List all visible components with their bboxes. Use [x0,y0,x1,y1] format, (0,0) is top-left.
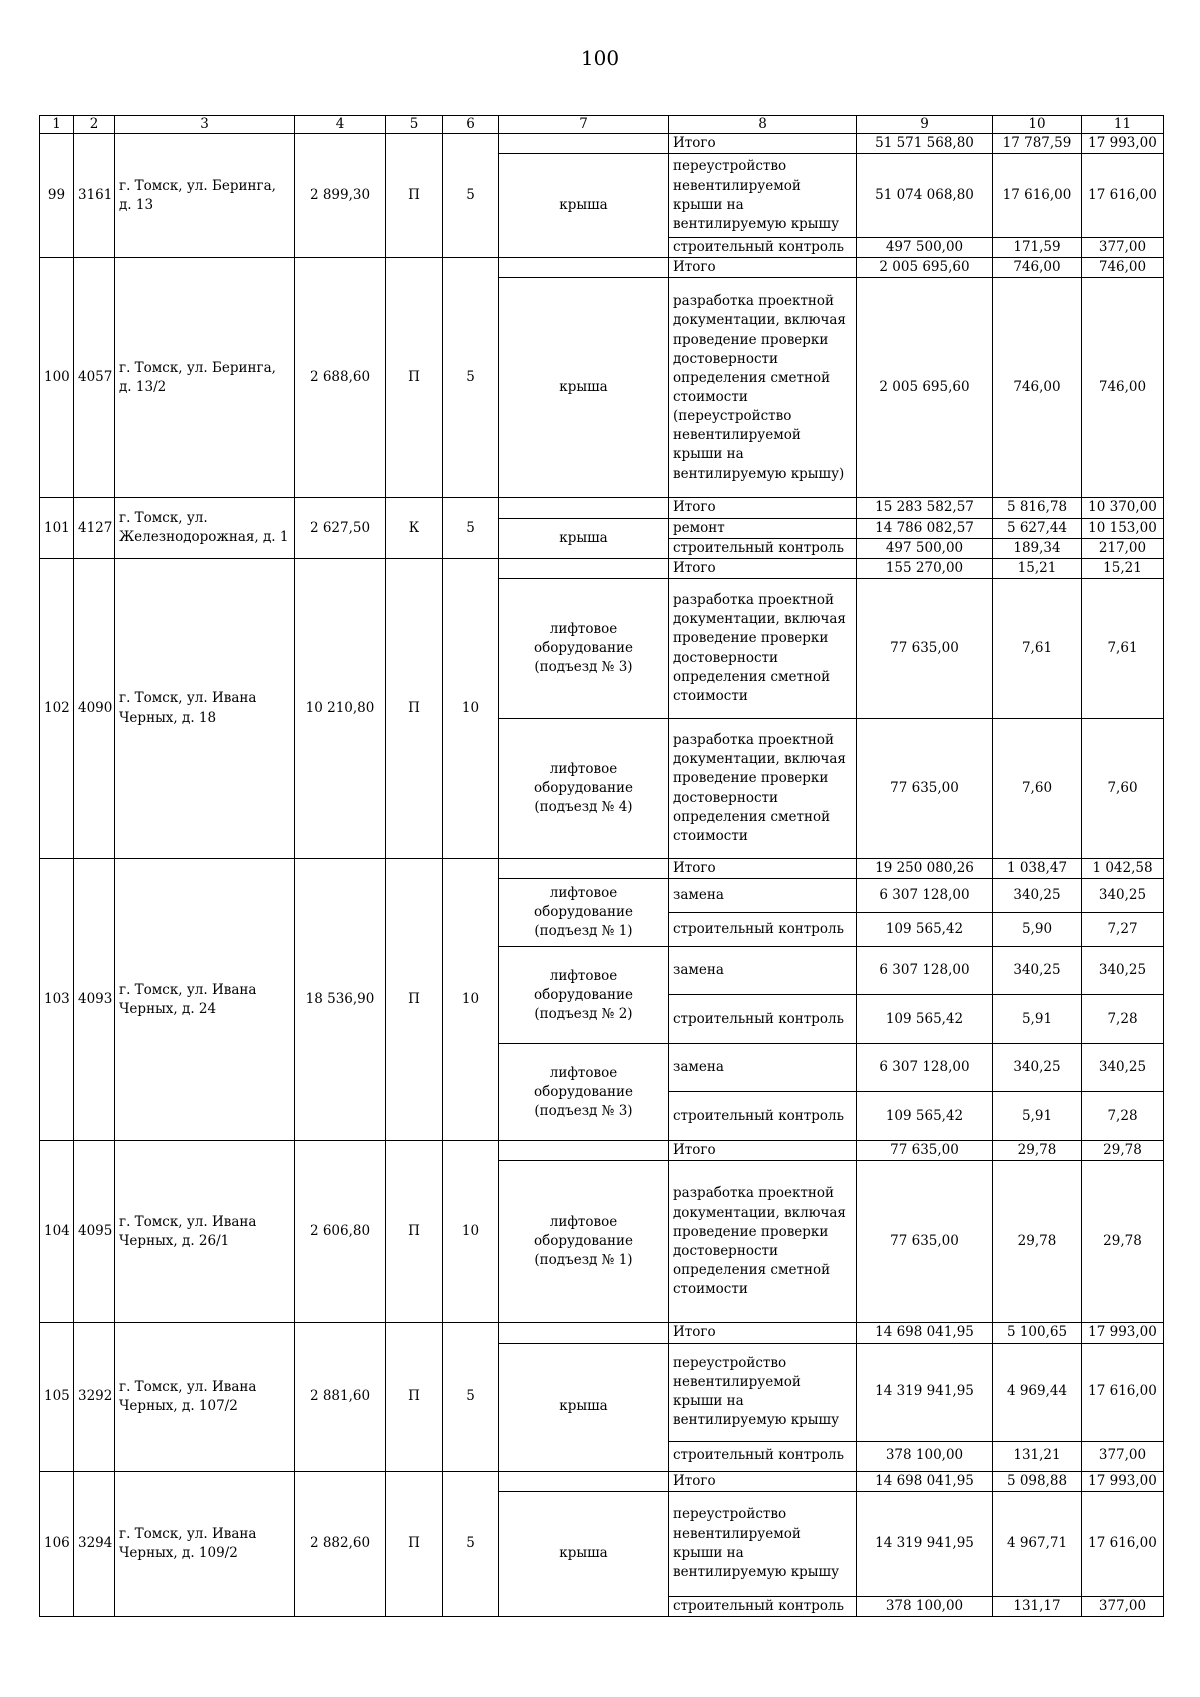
unit-cost: 5,91 [993,1092,1082,1141]
total-label: Итого [669,859,857,879]
work-cost: 378 100,00 [857,1441,993,1471]
unit-cost: 17 616,00 [993,154,1082,238]
work-cost: 51 074 068,80 [857,154,993,238]
column-header: 8 [669,116,857,134]
work-type: разработка проектной документации, включая проведение проверки достоверности определения сметной стоимости [669,579,857,719]
row-number: 106 [40,1471,74,1616]
unit-cost: 4 969,44 [993,1343,1082,1441]
limit-cost: 7,28 [1082,1092,1164,1141]
work-cost: 14 319 941,95 [857,1343,993,1441]
work-type: замена [669,1044,857,1092]
unit-cost: 340,25 [993,1044,1082,1092]
limit-cost: 746,00 [1082,278,1164,498]
wall-type: П [386,258,443,498]
work-type: разработка проектной документации, включая проведение проверки достоверности определения сметной стоимости [669,719,857,859]
total-unit-cost: 5 100,65 [993,1323,1082,1343]
table-row-total [40,558,1164,578]
table-row-total [40,134,1164,154]
house-area: 2 882,60 [295,1471,386,1616]
house-code: 4090 [74,558,115,858]
floor-count: 5 [443,1471,499,1616]
total-cost: 19 250 080,26 [857,859,993,879]
work-cost: 497 500,00 [857,238,993,258]
work-type: переустройство невентилируемой крыши на вентилируемую крышу [669,1343,857,1441]
unit-cost: 29,78 [993,1161,1082,1323]
total-cost: 14 698 041,95 [857,1471,993,1491]
work-cost: 6 307 128,00 [857,1044,993,1092]
total-limit-cost: 15,21 [1082,558,1164,578]
total-limit-cost: 1 042,58 [1082,859,1164,879]
element-empty [499,1471,669,1491]
element-empty [499,134,669,154]
house-area: 10 210,80 [295,558,386,858]
work-cost: 6 307 128,00 [857,879,993,913]
house-code: 4093 [74,859,115,1141]
total-limit-cost: 10 370,00 [1082,498,1164,518]
repair-element: крыша [499,278,669,498]
house-code: 3292 [74,1323,115,1471]
work-cost: 77 635,00 [857,719,993,859]
total-label: Итого [669,1471,857,1491]
limit-cost: 29,78 [1082,1161,1164,1323]
work-cost: 109 565,42 [857,1092,993,1141]
floor-count: 5 [443,498,499,558]
column-header: 4 [295,116,386,134]
total-label: Итого [669,498,857,518]
total-label: Итого [669,1141,857,1161]
limit-cost: 10 153,00 [1082,518,1164,538]
house-address: г. Томск, ул. Ивана Черных, д. 24 [115,859,295,1141]
element-empty [499,1141,669,1161]
total-unit-cost: 746,00 [993,258,1082,278]
table-row-total [40,258,1164,278]
floor-count: 5 [443,134,499,258]
row-number: 105 [40,1323,74,1471]
unit-cost: 340,25 [993,879,1082,913]
table-row-total [40,1471,1164,1491]
floor-count: 5 [443,258,499,498]
limit-cost: 7,27 [1082,913,1164,947]
unit-cost: 131,21 [993,1441,1082,1471]
house-address: г. Томск, ул. Ивана Черных, д. 18 [115,558,295,858]
total-unit-cost: 1 038,47 [993,859,1082,879]
table-row-total [40,498,1164,518]
total-limit-cost: 746,00 [1082,258,1164,278]
limit-cost: 377,00 [1082,238,1164,258]
unit-cost: 171,59 [993,238,1082,258]
unit-cost: 5 627,44 [993,518,1082,538]
total-cost: 15 283 582,57 [857,498,993,518]
row-number: 104 [40,1141,74,1323]
total-label: Итого [669,558,857,578]
floor-count: 10 [443,859,499,1141]
work-type: разработка проектной документации, включая проведение проверки достоверности определения сметной стоимости [669,1161,857,1323]
house-area: 2 627,50 [295,498,386,558]
column-header: 1 [40,116,74,134]
column-header: 7 [499,116,669,134]
work-cost: 77 635,00 [857,579,993,719]
repair-element: крыша [499,518,669,558]
total-label: Итого [669,258,857,278]
house-address: г. Томск, ул. Беринга, д. 13/2 [115,258,295,498]
limit-cost: 17 616,00 [1082,1491,1164,1596]
repair-element: лифтовое оборудование (подъезд № 4) [499,719,669,859]
column-header: 5 [386,116,443,134]
column-header: 9 [857,116,993,134]
element-empty [499,558,669,578]
element-empty [499,498,669,518]
repair-element: крыша [499,154,669,258]
element-empty [499,859,669,879]
floor-count: 5 [443,1323,499,1471]
unit-cost: 189,34 [993,538,1082,558]
unit-cost: 5,90 [993,913,1082,947]
house-area: 2 606,80 [295,1141,386,1323]
house-address: г. Томск, ул. Ивана Черных, д. 107/2 [115,1323,295,1471]
unit-cost: 746,00 [993,278,1082,498]
unit-cost: 5,91 [993,995,1082,1044]
limit-cost: 340,25 [1082,879,1164,913]
work-cost: 14 319 941,95 [857,1491,993,1596]
limit-cost: 377,00 [1082,1441,1164,1471]
work-cost: 77 635,00 [857,1161,993,1323]
house-code: 3161 [74,134,115,258]
table-row-total [40,1141,1164,1161]
capital-repair-table [39,115,1164,1617]
work-type: строительный контроль [669,538,857,558]
total-cost: 2 005 695,60 [857,258,993,278]
work-cost: 109 565,42 [857,913,993,947]
work-type: строительный контроль [669,1441,857,1471]
work-type: замена [669,879,857,913]
limit-cost: 7,61 [1082,579,1164,719]
repair-element: крыша [499,1491,669,1616]
house-code: 4057 [74,258,115,498]
limit-cost: 17 616,00 [1082,154,1164,238]
house-code: 4095 [74,1141,115,1323]
repair-element: лифтовое оборудование (подъезд № 1) [499,879,669,947]
wall-type: П [386,558,443,858]
repair-element: лифтовое оборудование (подъезд № 3) [499,1044,669,1141]
total-limit-cost: 29,78 [1082,1141,1164,1161]
wall-type: П [386,859,443,1141]
work-cost: 6 307 128,00 [857,947,993,995]
house-address: г. Томск, ул. Ивана Черных, д. 26/1 [115,1141,295,1323]
wall-type: П [386,1323,443,1471]
wall-type: К [386,498,443,558]
work-type: строительный контроль [669,995,857,1044]
total-label: Итого [669,134,857,154]
total-limit-cost: 17 993,00 [1082,1323,1164,1343]
house-code: 4127 [74,498,115,558]
total-unit-cost: 29,78 [993,1141,1082,1161]
row-number: 103 [40,859,74,1141]
work-type: строительный контроль [669,1596,857,1616]
house-area: 18 536,90 [295,859,386,1141]
work-cost: 378 100,00 [857,1596,993,1616]
work-type: замена [669,947,857,995]
total-limit-cost: 17 993,00 [1082,1471,1164,1491]
wall-type: П [386,1141,443,1323]
work-cost: 14 786 082,57 [857,518,993,538]
column-header: 3 [115,116,295,134]
work-type: переустройство невентилируемой крыши на вентилируемую крышу [669,154,857,238]
house-code: 3294 [74,1471,115,1616]
total-unit-cost: 5 098,88 [993,1471,1082,1491]
limit-cost: 217,00 [1082,538,1164,558]
work-type: строительный контроль [669,238,857,258]
unit-cost: 7,61 [993,579,1082,719]
row-number: 99 [40,134,74,258]
house-area: 2 881,60 [295,1323,386,1471]
floor-count: 10 [443,1141,499,1323]
work-type: строительный контроль [669,1092,857,1141]
wall-type: П [386,134,443,258]
total-limit-cost: 17 993,00 [1082,134,1164,154]
column-header: 6 [443,116,499,134]
unit-cost: 7,60 [993,719,1082,859]
work-type: строительный контроль [669,913,857,947]
table-row-total [40,859,1164,879]
column-header: 10 [993,116,1082,134]
wall-type: П [386,1471,443,1616]
floor-count: 10 [443,558,499,858]
limit-cost: 7,60 [1082,719,1164,859]
limit-cost: 7,28 [1082,995,1164,1044]
element-empty [499,1323,669,1343]
unit-cost: 131,17 [993,1596,1082,1616]
element-empty [499,258,669,278]
work-type: разработка проектной документации, включая проведение проверки достоверности определения сметной стоимости (переустройство невентилируемой крыши на вентилируемую крышу) [669,278,857,498]
total-cost: 155 270,00 [857,558,993,578]
total-unit-cost: 17 787,59 [993,134,1082,154]
total-cost: 14 698 041,95 [857,1323,993,1343]
house-address: г. Томск, ул. Беринга, д. 13 [115,134,295,258]
row-number: 102 [40,558,74,858]
unit-cost: 340,25 [993,947,1082,995]
total-unit-cost: 5 816,78 [993,498,1082,518]
total-cost: 77 635,00 [857,1141,993,1161]
work-cost: 109 565,42 [857,995,993,1044]
total-label: Итого [669,1323,857,1343]
row-number: 101 [40,498,74,558]
repair-element: лифтовое оборудование (подъезд № 2) [499,947,669,1044]
page-number: 100 [580,46,620,70]
repair-element: лифтовое оборудование (подъезд № 3) [499,579,669,719]
work-cost: 2 005 695,60 [857,278,993,498]
house-address: г. Томск, ул. Ивана Черных, д. 109/2 [115,1471,295,1616]
limit-cost: 377,00 [1082,1596,1164,1616]
work-type: переустройство невентилируемой крыши на вентилируемую крышу [669,1491,857,1596]
house-area: 2 688,60 [295,258,386,498]
table-row-total [40,1323,1164,1343]
house-area: 2 899,30 [295,134,386,258]
column-header: 11 [1082,116,1164,134]
row-number: 100 [40,258,74,498]
total-unit-cost: 15,21 [993,558,1082,578]
limit-cost: 17 616,00 [1082,1343,1164,1441]
column-header: 2 [74,116,115,134]
work-type: ремонт [669,518,857,538]
house-address: г. Томск, ул. Железнодорожная, д. 1 [115,498,295,558]
column-number-row [40,116,1164,134]
limit-cost: 340,25 [1082,1044,1164,1092]
limit-cost: 340,25 [1082,947,1164,995]
work-cost: 497 500,00 [857,538,993,558]
repair-element: лифтовое оборудование (подъезд № 1) [499,1161,669,1323]
total-cost: 51 571 568,80 [857,134,993,154]
unit-cost: 4 967,71 [993,1491,1082,1596]
repair-element: крыша [499,1343,669,1471]
